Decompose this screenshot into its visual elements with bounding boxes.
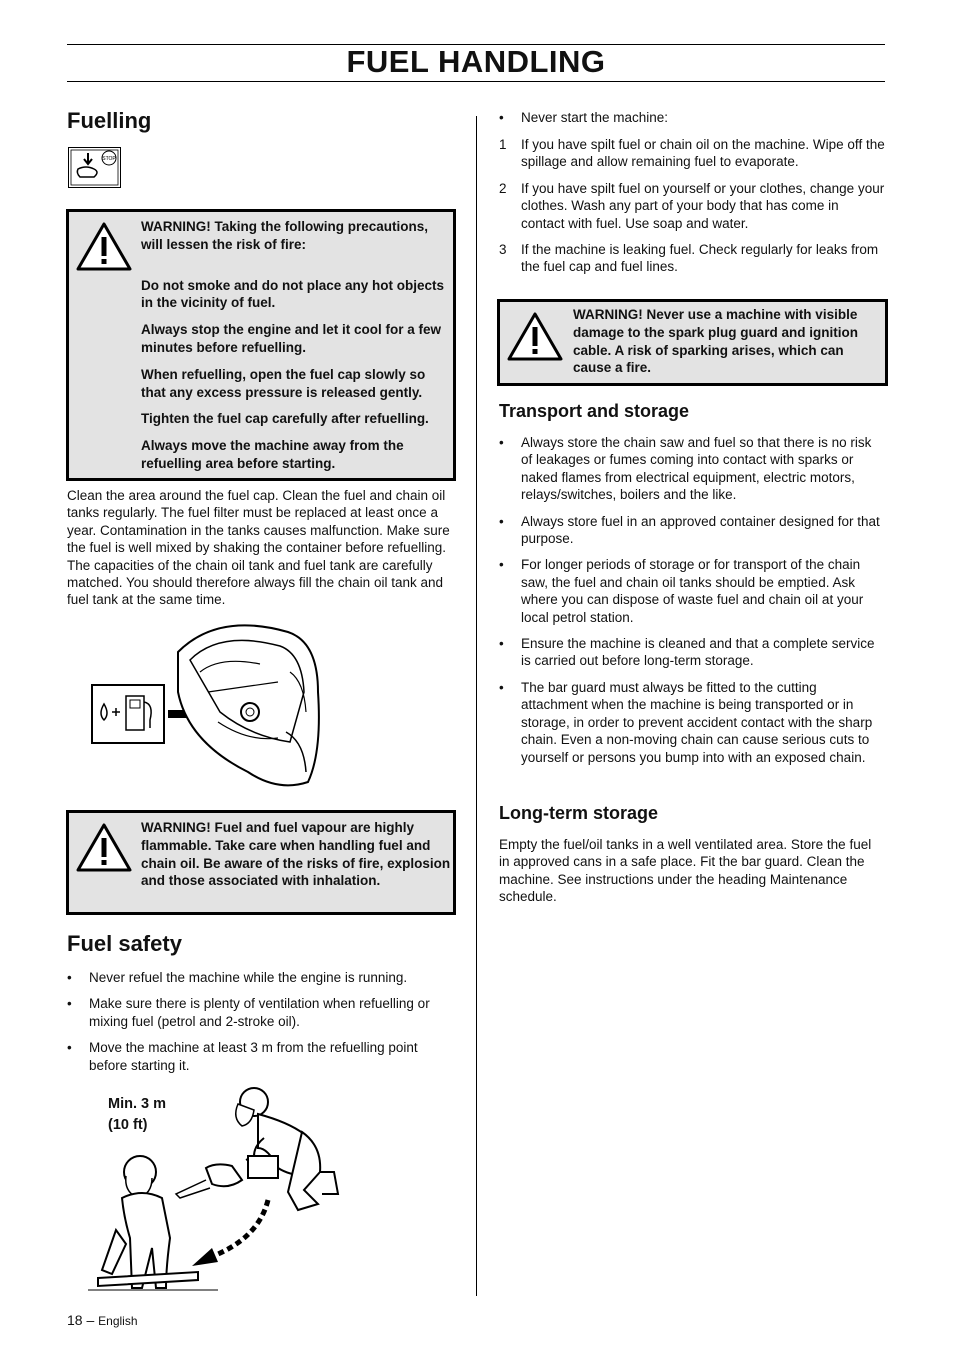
list-item: • Ensure the machine is cleaned and that a complete service is carried out before long-term storage. (499, 636, 875, 669)
transport-list (499, 434, 885, 766)
spark-warning-box (497, 299, 888, 386)
refuel-stop-symbol-icon (68, 147, 121, 188)
footer-language: English (98, 1314, 138, 1328)
list-item: 3 If the machine is leaking fuel. Check regularly for leaks from the fuel cap and fuel lines. (499, 242, 879, 275)
list-item: 2 If you have spilt fuel on yourself or your clothes, change your clothes. Wash any part of your body that has come in contact with fuel. Use soap and water. (499, 180, 885, 231)
list-item: • Never start the machine: (499, 110, 669, 125)
vapour-warning-text: WARNING! Fuel and fuel vapour are highly flammable. Take care when handling fuel and chain oil. Be aware of the risks of fire, explosion and those associated with inhalation. (141, 820, 451, 889)
warning-line: WARNING! Taking the following precautions, will lessen the risk of fire: (141, 219, 429, 252)
fuel-safety-list (67, 969, 455, 1074)
vapour-warning-box (66, 810, 456, 915)
list-item: • Never refuel the machine while the engine is running. (67, 970, 408, 985)
warning-line: Tighten the fuel cap carefully after refuelling. (141, 411, 429, 427)
warning-triangle-icon (506, 310, 564, 362)
page-number: 18 – (67, 1312, 95, 1328)
list-item: • Always store the chain saw and fuel so that there is no risk of leakages or fumes coming into contact with sparks or naked flames from electrical equipment, electric motors, relays/switches, boilers and the like. (499, 435, 872, 503)
never-start-list (499, 136, 885, 276)
warning-line: Always stop the engine and let it cool for a few minutes before refuelling. (141, 322, 442, 355)
title-underline (67, 81, 885, 82)
fuel-safety-heading: Fuel safety (67, 931, 182, 956)
spark-warning-text: WARNING! Never use a machine with visible damage to the spark plug guard and ignition cable. A risk of sparking arises, which can cause a fire. (573, 307, 859, 376)
list-item: 1 If you have spilt fuel or chain oil on the machine. Wipe off the spillage and allow remaining fuel to evaporate. (499, 137, 885, 170)
safe-distance-illustration (88, 1080, 348, 1295)
warning-line: Always move the machine away from the refuelling area before starting. (141, 438, 404, 471)
list-item: • Always store fuel in an approved container designed for that purpose. (499, 513, 880, 547)
list-item: • For longer periods of storage or for transport of the chain saw, the fuel and chain oil tanks should be emptied. Ask where you can dispose of waste fuel and chain oil at your local petrol station. (499, 557, 864, 625)
warning-line: When refuelling, open the fuel cap slowly so that any excess pressure is released gently. (141, 366, 426, 400)
page-footer (67, 1312, 138, 1328)
fuelling-body: Clean the area around the fuel cap. Clean the fuel and chain oil tanks regularly. The fuel filter must be replaced at least once a year. Contamination in the tanks causes malfunction. Make sure the fuel is well mixed by shaking the container before refuelling. The capacities of the chain oil tank and fuel tank are carefully matched. You should therefore always fill the chain oil tank and fuel tank at the same time. (67, 488, 450, 608)
warning-triangle-icon (75, 220, 133, 272)
never-start-intro (499, 109, 885, 126)
svg-text:STOP: STOP (102, 156, 116, 162)
distance-label: Min. 3 m (10 ft) (108, 1096, 167, 1133)
long-term-heading: Long-term storage (499, 803, 659, 823)
transport-heading: Transport and storage (499, 401, 690, 421)
fire-warning-text (141, 218, 453, 473)
list-item: • Move the machine at least 3 m from the refuelling point before starting it. (67, 1040, 418, 1073)
chainsaw-fuel-cap-illustration (90, 612, 330, 792)
page-title: FUEL HANDLING (346, 44, 606, 79)
warning-triangle-icon (75, 821, 133, 873)
fire-warning-box (66, 209, 456, 481)
column-divider (476, 116, 477, 1296)
long-term-body: Empty the fuel/oil tanks in a well ventilated area. Store the fuel in approved cans in a safe place. Fit the bar guard. Clean the machine. See instructions under the heading Maintenance schedule. (499, 837, 872, 905)
list-item: • Make sure there is plenty of ventilation when refuelling or mixing fuel (petrol and 2-stroke oil). (67, 996, 430, 1029)
fuelling-heading: Fuelling (67, 108, 152, 133)
warning-line: Do not smoke and do not place any hot objects in the vicinity of fuel. (141, 277, 445, 311)
list-item: • The bar guard must always be fitted to the cutting attachment when the machine is being transported or in storage, in order to prevent accident contact with the sharp chain. Even a non-moving chain can cause serious cuts to yourself or persons you bump into with an exposed chain. (499, 679, 873, 765)
